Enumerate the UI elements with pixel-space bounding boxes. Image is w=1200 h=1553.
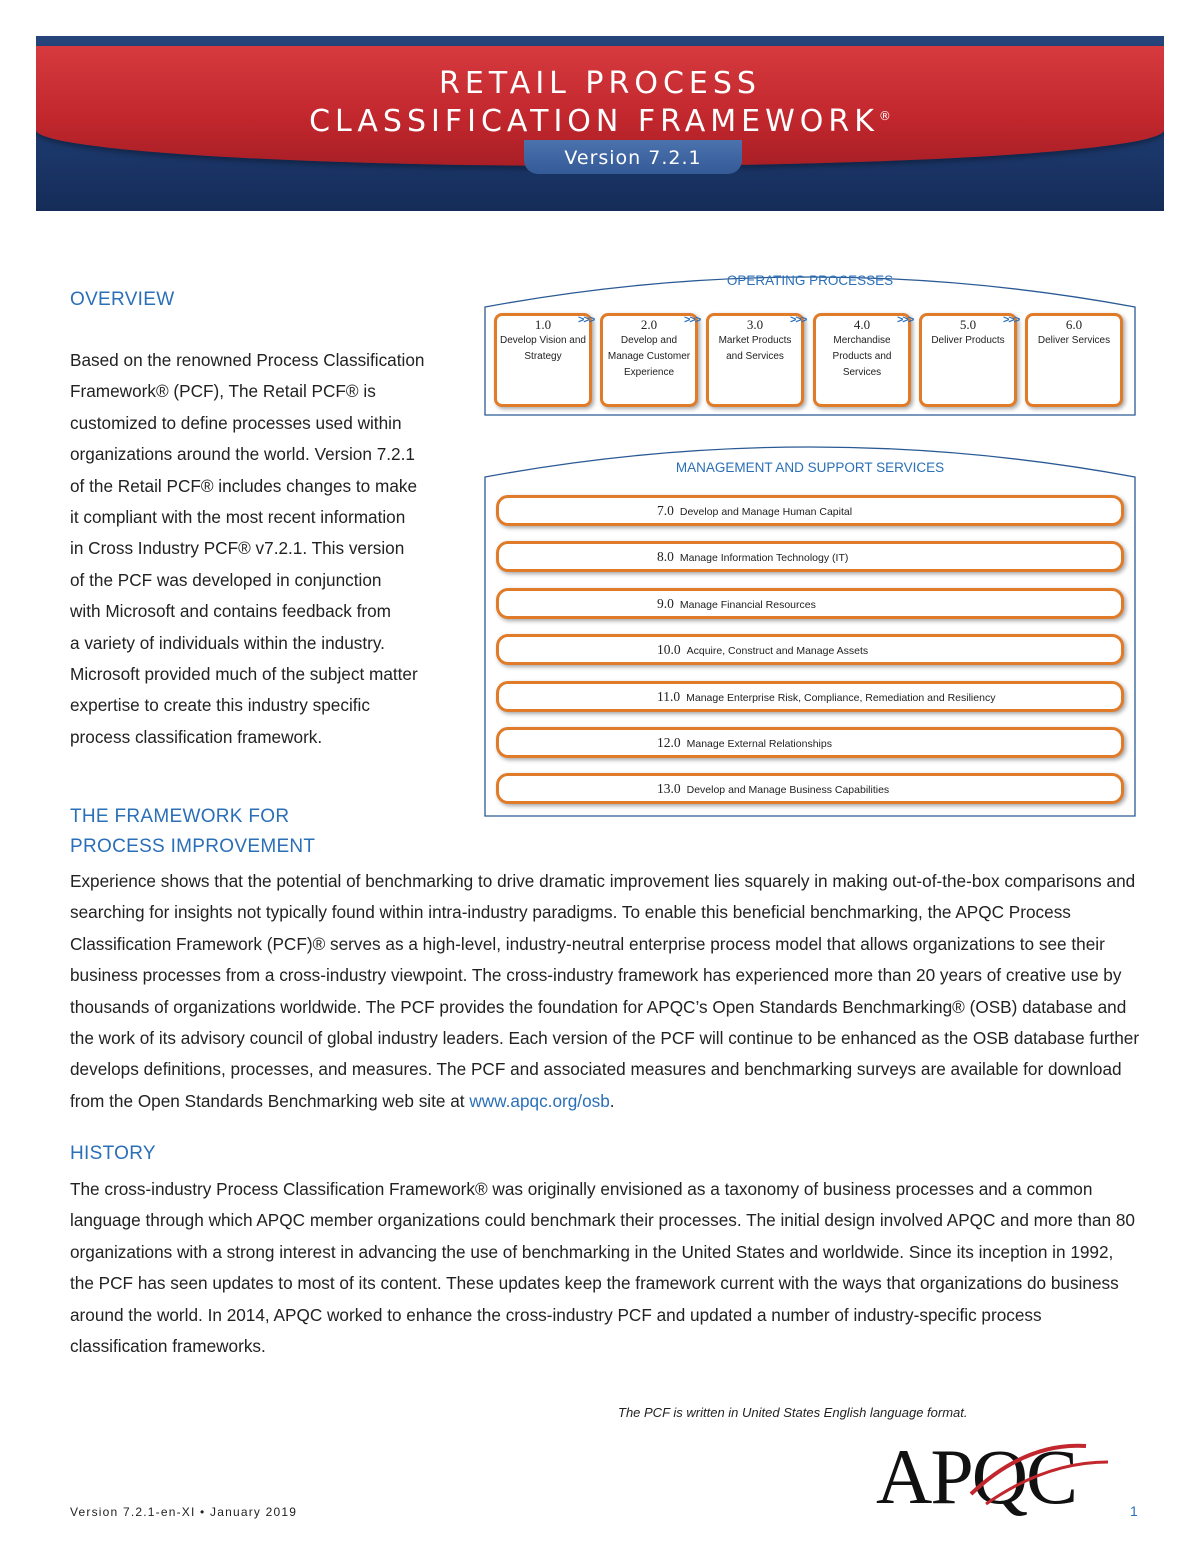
operating-process-box — [813, 313, 914, 407]
history-body: The cross-industry Process Classification Framework® was originally envisioned as a taxonomy of business processes and a common language through which APQC member organizations could benchmark their processes. The initial design involved APQC and more than 80 organizations with a strong interest in advancing the use of benchmarking in the United States and worldwide. Since its inception in 1992, the PCF has seen updates to most of its content. These updates keep the framework current with the ways that organizations do business around the world. In 2014, APQC worked to enhance the cross-industry PCF and updated a number of industry-specific process classification frameworks. — [70, 1179, 1135, 1357]
process-label: Deliver Services — [1037, 335, 1111, 346]
version-footer: Version 7.2.1-en-XI • January 2019 — [70, 1505, 298, 1519]
framework-body-text: Experience shows that the potential of benchmarking to drive dramatic improvement lies squarely in making out-of-the-box comparisons and searching for insights not typically found within intra-industry paradigms. To enable this beneficial benchmarking, the APQC Process Classification Framework (PCF)® serves as a high-level, industry-neutral enterprise process model that allows organizations to see their business processes from a cross-industry viewpoint. The cross-industry framework has experienced more than 20 years of creative use by thousands of organizations worldwide. The PCF provides the foundation for APQC’s Open Standards Benchmarking® (OSB) database and the work of its advisory council of global industry leaders. Each version of the PCF will continue to be enhanced as the OSB database further develops definitions, processes, and measures. The PCF and associated measures and benchmarking surveys are available for download from the Open Standards Benchmarking web site at — [70, 871, 1140, 1111]
overview-line: Based on the renowned Process Classification — [70, 350, 425, 370]
framework-heading-line2: PROCESS IMPROVEMENT — [70, 836, 316, 857]
overview-line: of the PCF was developed in conjunction — [70, 569, 382, 590]
management-process-box — [496, 588, 1124, 619]
overview-line: Framework® (PCF), The Retail PCF® is — [70, 381, 376, 402]
banner-title-line1: RETAIL PROCESS — [439, 66, 761, 101]
process-number: 4.0 — [853, 317, 871, 332]
process-label: Develop and Manage Human Capital — [679, 506, 853, 518]
management-process-row — [657, 730, 832, 757]
process-number: 5.0 — [959, 317, 977, 332]
process-label: Market Products and Services — [718, 335, 792, 362]
framework-body — [70, 866, 1140, 1117]
process-label: Manage Information Technology (IT) — [679, 552, 849, 565]
process-number: 13.0 — [657, 781, 681, 797]
management-process-row — [657, 637, 868, 664]
flow-chevron-icon: >>> — [897, 314, 914, 326]
process-number: 11.0 — [657, 688, 681, 704]
overview-line: a variety of individuals within the industry. — [70, 632, 385, 653]
framework-heading — [70, 802, 315, 862]
language-note: The PCF is written in United States English language format. — [618, 1405, 968, 1420]
registered-mark: ® — [878, 109, 891, 123]
management-process-row — [657, 776, 889, 803]
overview-line: organizations around the world. Version 7.2.1 — [70, 444, 415, 465]
process-label: Deliver Products — [931, 335, 1005, 346]
operating-processes-label: OPERATING PROCESSES — [726, 273, 894, 288]
flow-chevron-icon: >>> — [578, 314, 595, 326]
operating-process-box — [600, 313, 701, 407]
overview-body — [70, 345, 442, 753]
version-badge: Version 7.2.1 — [524, 140, 742, 174]
overview-line: process classification framework. — [70, 726, 323, 747]
flow-chevron-icon: >>> — [684, 314, 701, 326]
process-label: Merchandise Products and Services — [832, 335, 892, 378]
operating-process-box — [1025, 313, 1123, 407]
page-number: 1 — [1130, 1503, 1138, 1519]
management-process-box — [496, 727, 1124, 758]
header-banner — [36, 36, 1164, 211]
management-process-box — [496, 773, 1124, 804]
process-number: 2.0 — [640, 317, 658, 332]
management-process-row — [657, 591, 816, 618]
framework-body-end: . — [609, 1090, 615, 1111]
flow-chevron-icon: >>> — [1003, 314, 1020, 326]
flow-chevron-icon: >>> — [790, 314, 807, 326]
banner-title-text: CLASSIFICATION FRAMEWORK — [309, 104, 879, 139]
process-number: 10.0 — [657, 642, 681, 658]
process-label: Manage External Relationships — [686, 738, 832, 750]
operating-process-box — [706, 313, 807, 407]
operating-process-box — [919, 313, 1020, 407]
management-process-box — [496, 681, 1124, 712]
management-process-box — [496, 634, 1124, 665]
management-process-row — [657, 498, 852, 525]
overview-line: it compliant with the most recent information — [70, 507, 406, 528]
overview-line: expertise to create this industry specific — [70, 695, 370, 716]
process-label: Manage Financial Resources — [679, 598, 816, 611]
process-label: Develop Vision and Strategy — [500, 335, 586, 362]
history-heading: HISTORY — [70, 1143, 156, 1164]
management-process-box — [496, 541, 1124, 572]
process-number: 3.0 — [746, 317, 764, 332]
process-label: Develop and Manage Business Capabilities — [686, 784, 890, 797]
process-label: Acquire, Construct and Manage Assets — [686, 645, 869, 658]
logo-swoosh-icon — [876, 1432, 1128, 1522]
management-process-row — [657, 684, 995, 711]
operating-process-box — [494, 313, 595, 407]
process-label: Manage Enterprise Risk, Compliance, Remediation and Resiliency — [686, 691, 996, 704]
overview-line: in Cross Industry PCF® v7.2.1. This version — [70, 538, 405, 559]
apqc-logo — [876, 1432, 1128, 1522]
overview-line: Microsoft provided much of the subject matter — [70, 664, 418, 685]
process-number: 1.0 — [534, 317, 552, 332]
overview-line: customized to define processes used within — [70, 412, 402, 433]
process-number: 6.0 — [1065, 317, 1083, 332]
management-process-row — [657, 544, 848, 571]
process-label: Develop and Manage Customer Experience — [607, 335, 691, 378]
process-number: 9.0 — [657, 595, 674, 611]
overview-line: with Microsoft and contains feedback from — [70, 601, 391, 622]
osb-link[interactable]: www.apqc.org/osb — [469, 1090, 610, 1111]
management-support-label: MANAGEMENT AND SUPPORT SERVICES — [675, 460, 945, 475]
process-number: 7.0 — [657, 503, 674, 518]
framework-heading-line1: THE FRAMEWORK FOR — [70, 806, 290, 827]
apqc-logo-text: APQC — [876, 1433, 1077, 1520]
pcf-diagram — [484, 265, 1136, 817]
process-number: 8.0 — [657, 549, 674, 565]
overview-line: of the Retail PCF® includes changes to make — [70, 475, 418, 496]
management-process-box — [496, 495, 1124, 526]
banner-title-line2 — [36, 104, 1164, 139]
overview-heading: OVERVIEW — [70, 289, 175, 310]
process-number: 12.0 — [657, 735, 681, 750]
